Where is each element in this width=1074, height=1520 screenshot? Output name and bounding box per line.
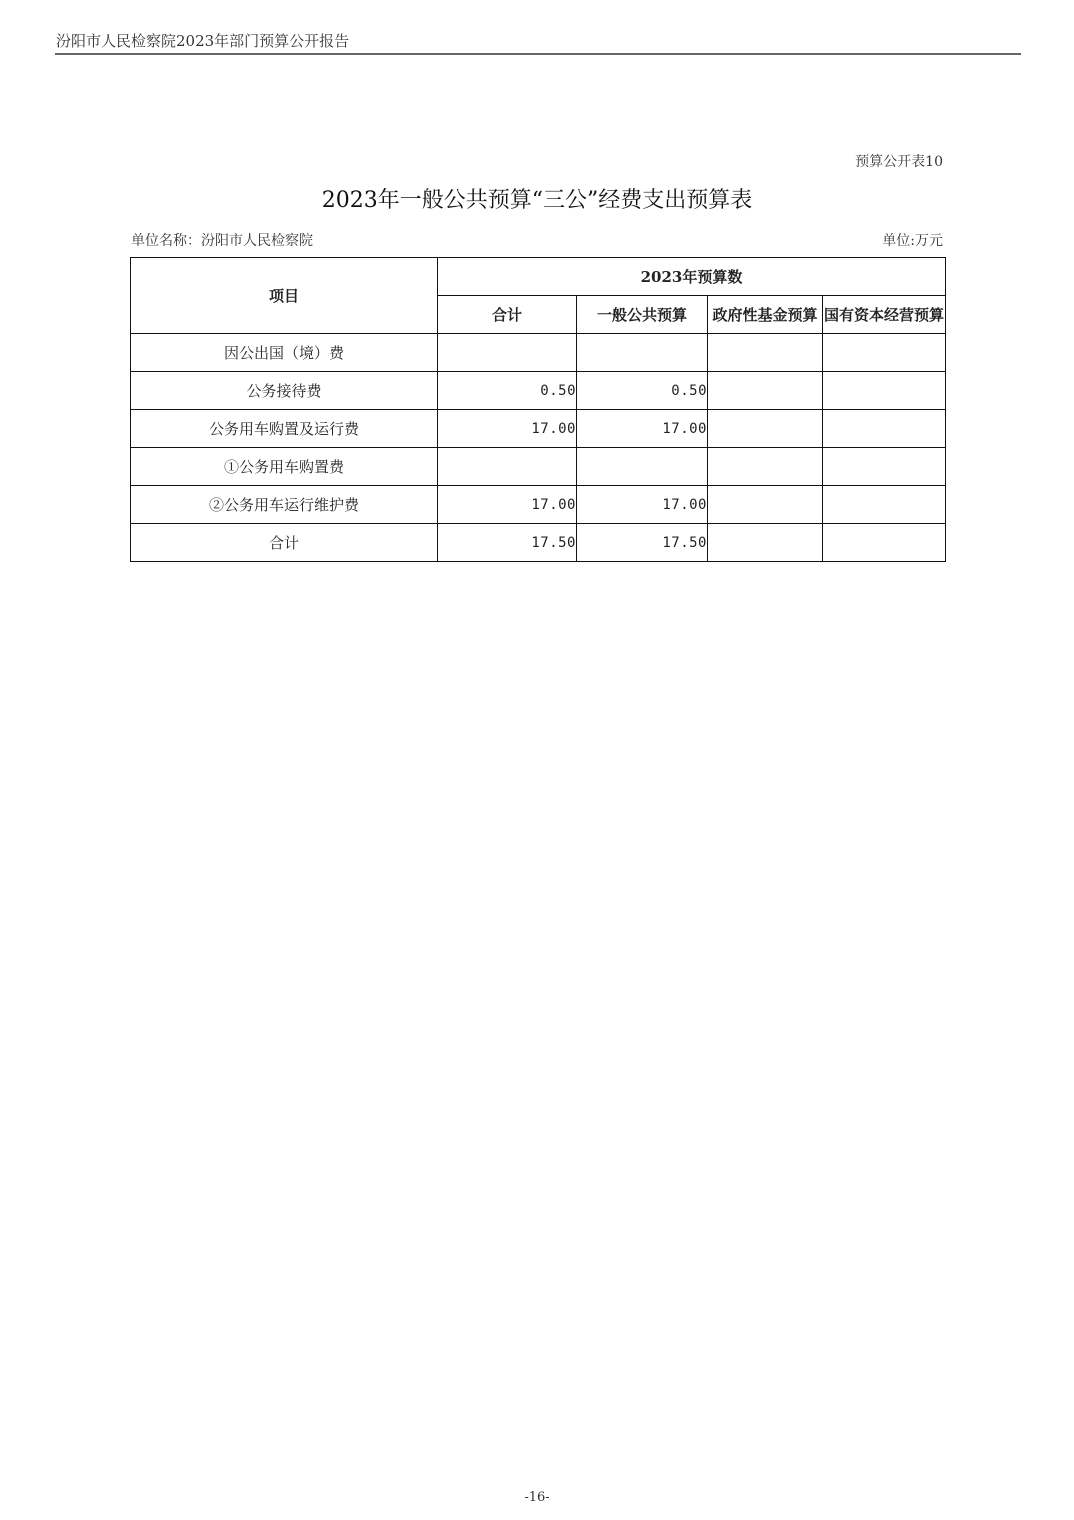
- row-state-capital: [823, 524, 946, 562]
- row-gov-fund: [708, 524, 823, 562]
- header-divider: [55, 53, 1021, 55]
- row-label: ②公务用车运行维护费: [131, 486, 438, 524]
- row-general: 0.50: [577, 372, 708, 410]
- row-label: 合计: [131, 524, 438, 562]
- row-state-capital: [823, 410, 946, 448]
- row-gov-fund: [708, 410, 823, 448]
- row-label: 公务接待费: [131, 372, 438, 410]
- row-label: 因公出国（境）费: [131, 334, 438, 372]
- header-general-budget: 一般公共预算: [577, 296, 708, 334]
- row-state-capital: [823, 486, 946, 524]
- table-row: [131, 448, 946, 486]
- row-total: 17.00: [438, 410, 577, 448]
- row-gov-fund: [708, 334, 823, 372]
- row-total: [438, 448, 577, 486]
- row-gov-fund: [708, 372, 823, 410]
- row-total: [438, 334, 577, 372]
- row-label: 公务用车购置及运行费: [131, 410, 438, 448]
- organization-name: 单位名称：汾阳市人民检察院: [131, 233, 313, 249]
- row-general: [577, 448, 708, 486]
- row-label: ①公务用车购置费: [131, 448, 438, 486]
- row-gov-fund: [708, 448, 823, 486]
- header-budget-group: 2023年预算数: [438, 258, 946, 296]
- row-total: 0.50: [438, 372, 577, 410]
- row-total: 17.00: [438, 486, 577, 524]
- budget-table: [130, 257, 946, 562]
- row-gov-fund: [708, 486, 823, 524]
- header-item: 项目: [131, 258, 438, 334]
- row-total: 17.50: [438, 524, 577, 562]
- table-number: 预算公开表10: [855, 154, 943, 170]
- table-row: [131, 410, 946, 448]
- row-general: 17.00: [577, 486, 708, 524]
- table-row: [131, 334, 946, 372]
- table-row: [131, 486, 946, 524]
- table-row-total: [131, 524, 946, 562]
- header-gov-fund-budget: 政府性基金预算: [708, 296, 823, 334]
- page-number: -16-: [524, 1490, 550, 1505]
- row-general: [577, 334, 708, 372]
- document-header: 汾阳市人民检察院2023年部门预算公开报告: [56, 32, 350, 50]
- row-state-capital: [823, 372, 946, 410]
- header-total: 合计: [438, 296, 577, 334]
- row-state-capital: [823, 334, 946, 372]
- table-row: [131, 372, 946, 410]
- row-general: 17.50: [577, 524, 708, 562]
- row-general: 17.00: [577, 410, 708, 448]
- header-state-capital-budget: 国有资本经营预算: [823, 296, 946, 334]
- currency-unit: 单位:万元: [882, 233, 943, 249]
- page-title: 2023年一般公共预算“三公”经费支出预算表: [321, 188, 753, 213]
- row-state-capital: [823, 448, 946, 486]
